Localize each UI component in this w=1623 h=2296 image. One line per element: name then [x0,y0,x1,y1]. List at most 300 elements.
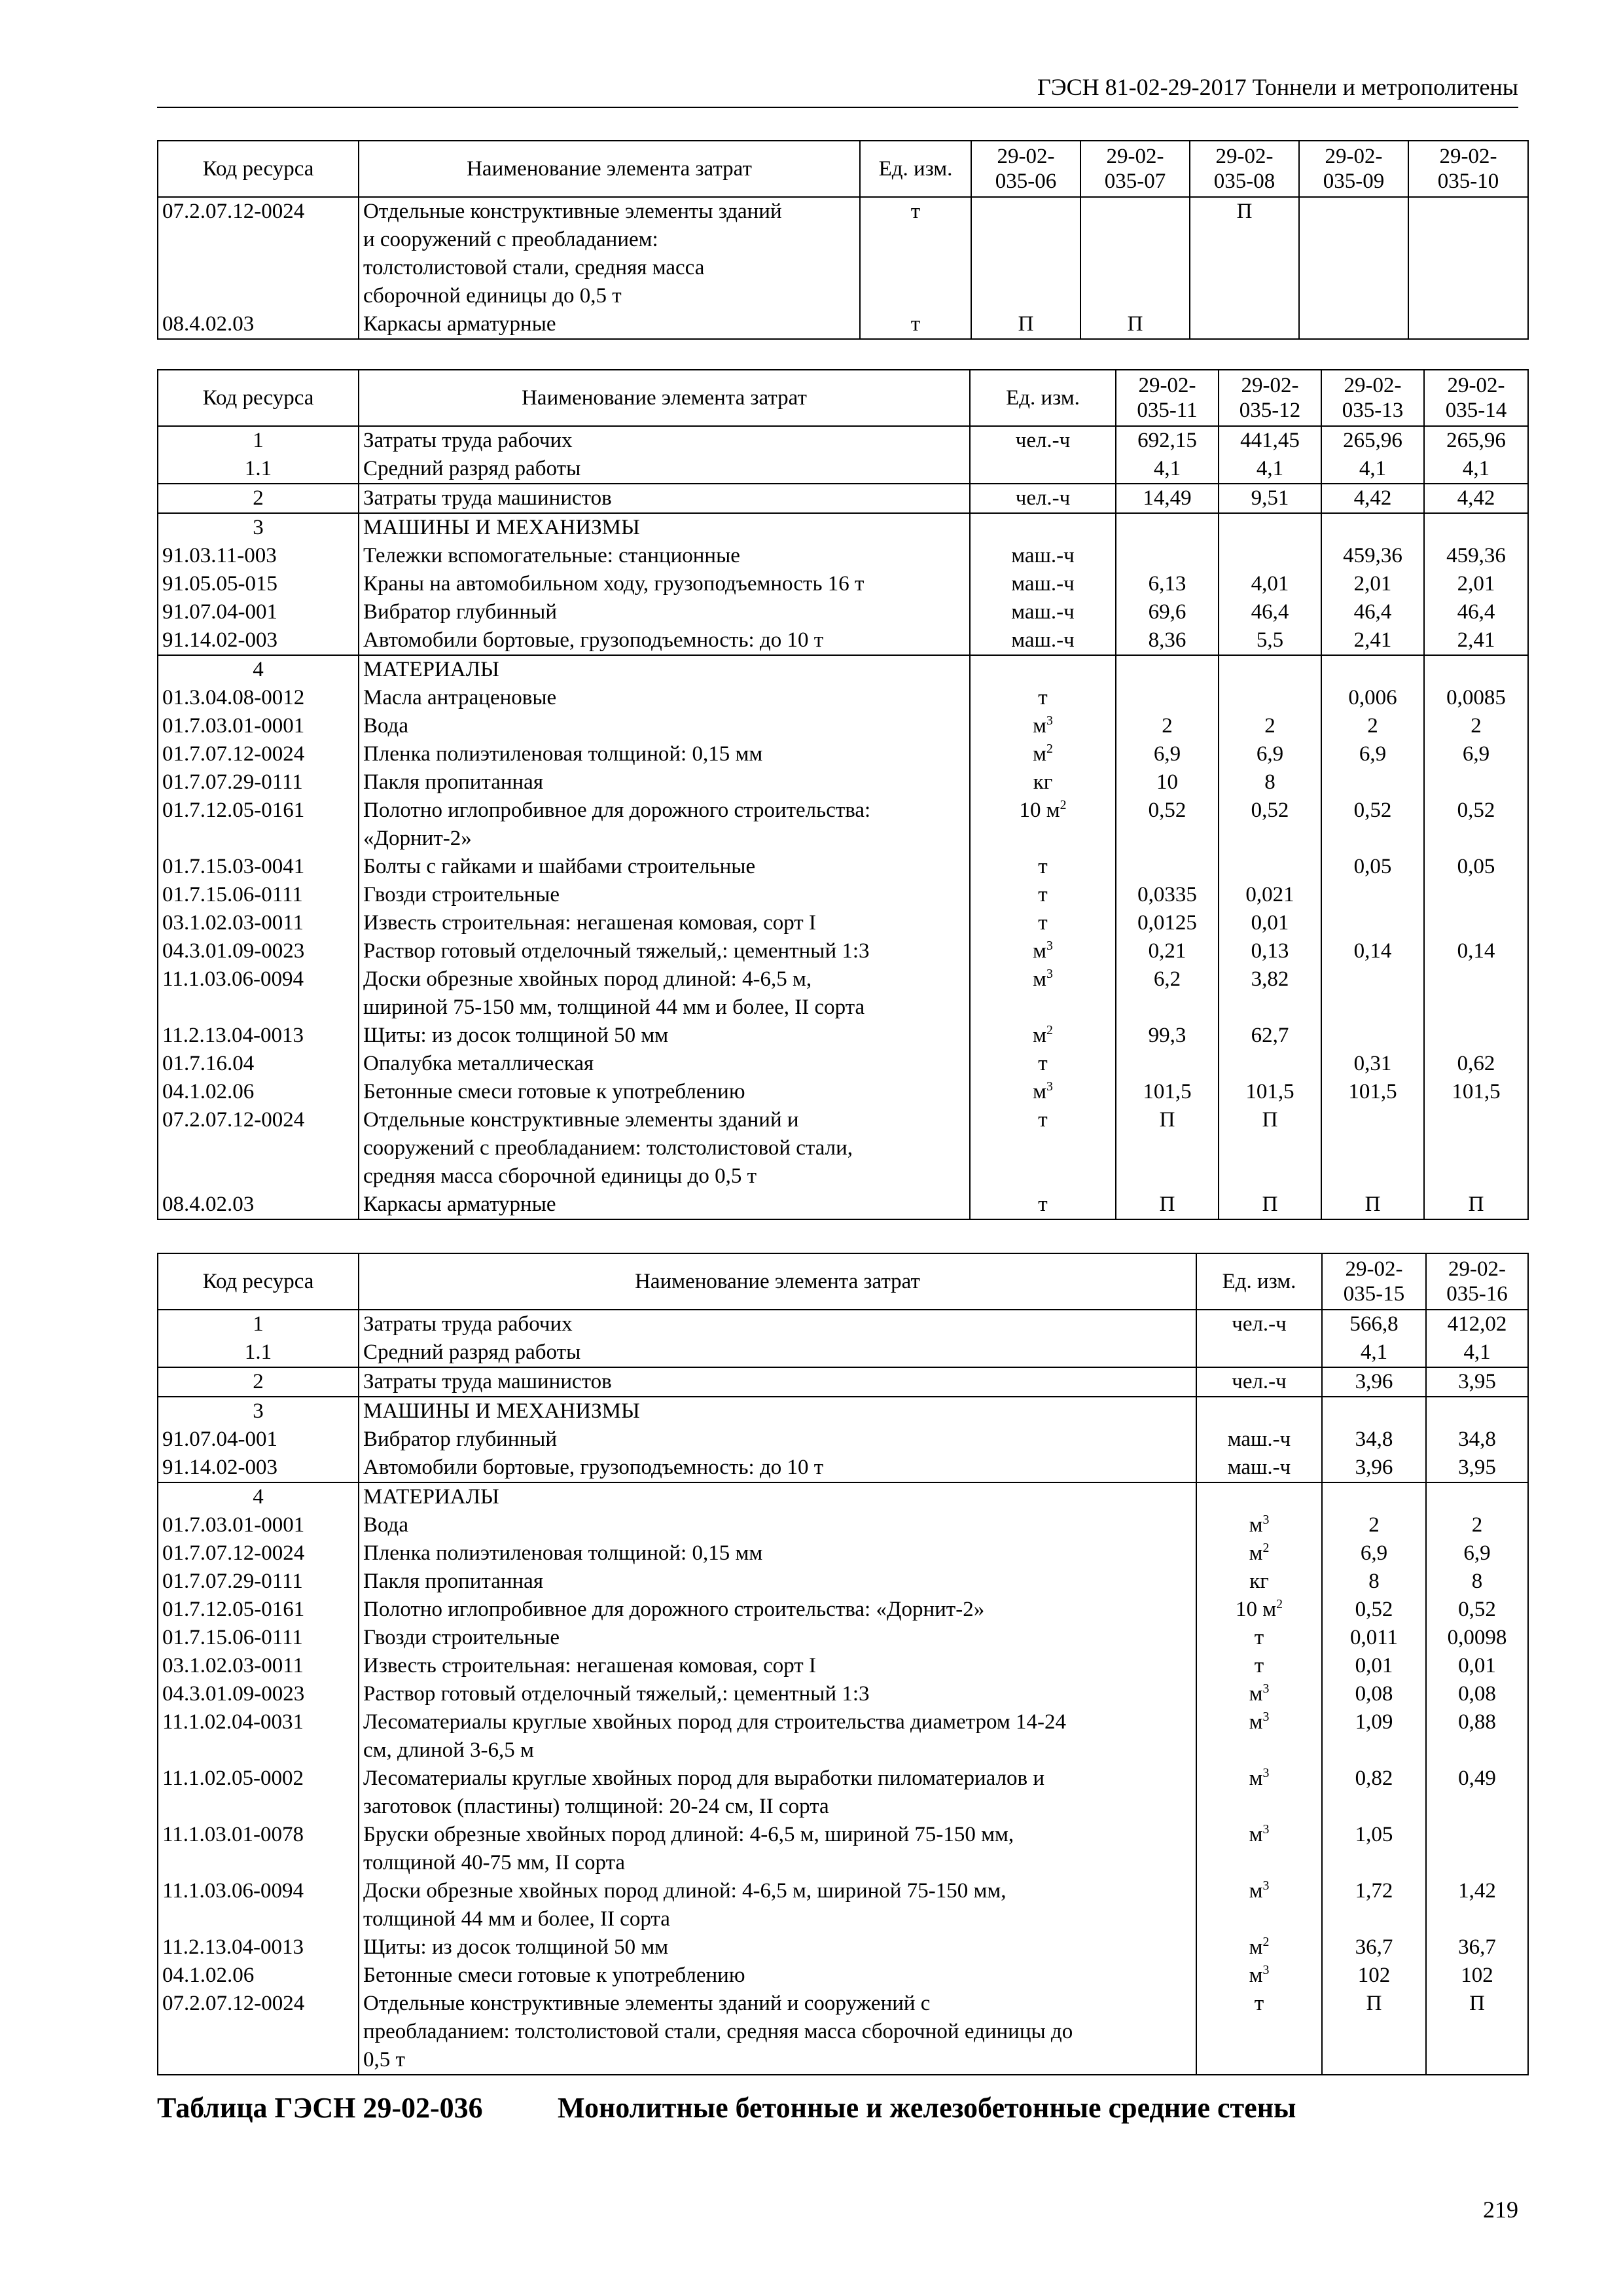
caption-label: Таблица ГЭСН 29-02-036 [157,2092,483,2124]
cost-element-name: Тележки вспомогательные: станционные [359,542,970,570]
value-cell: 0,21 [1116,937,1219,965]
cost-element-name: Пленка полиэтиленовая толщиной: 0,15 мм [359,740,970,768]
table-row [158,1933,1528,1962]
resource-code: 01.7.07.12-0024 [158,1539,359,1568]
header-code: Код ресурса [158,370,359,426]
unit: $м^3$ [1196,1765,1322,1821]
table-caption [157,2091,1296,2125]
header-col: 29-02- 035-15 [1322,1253,1426,1310]
resource-code: 91.14.02-003 [158,1454,359,1482]
value-cell [1116,655,1219,684]
value-cell: П [1322,1990,1426,2075]
value-cell: 412,02 [1426,1310,1528,1338]
resource-table-035-11-14 [157,369,1529,1220]
value-cell: 62,7 [1219,1022,1321,1050]
value-cell [1424,513,1528,542]
table-row [158,909,1528,937]
unit: маш.-ч [970,598,1116,626]
unit: т [970,1106,1116,1191]
cost-element-name: Лесоматериалы круглые хвойных пород для выработки пиломатериалов и заготовок (пластины) толщиной: 20-24 см, II сорта [359,1765,1196,1821]
value-cell: 102 [1426,1962,1528,1990]
value-cell [1321,881,1424,909]
table-row [158,1338,1528,1367]
cost-element-name: Бетонные смеси готовые к употреблению [359,1078,970,1106]
value-cell: 0,0335 [1116,881,1219,909]
value-cell: 0,52 [1424,797,1528,853]
resource-code: 3 [158,513,359,542]
cost-element-name: Болты с гайками и шайбами строительные [359,853,970,881]
cost-element-name: Раствор готовый отделочный тяжелый,: цементный 1:3 [359,937,970,965]
value-cell [1321,1106,1424,1191]
header-name: Наименование элемента затрат [359,1253,1196,1310]
cost-element-name: Вибратор глубинный [359,598,970,626]
resource-code: 2 [158,1367,359,1397]
value-cell: 0,52 [1321,797,1424,853]
value-cell [1321,655,1424,684]
cost-element-name: Затраты труда рабочих [359,426,970,455]
resource-code: 91.14.02-003 [158,626,359,655]
header-col: 29-02- 035-08 [1190,141,1299,197]
value-cell [1424,655,1528,684]
value-cell: 0,14 [1424,937,1528,965]
resource-code: 04.3.01.09-0023 [158,1680,359,1708]
header-col: 29-02- 035-10 [1408,141,1528,197]
table-row [158,655,1528,684]
resource-code: 91.05.05-015 [158,570,359,598]
resource-code: 01.7.12.05-0161 [158,797,359,853]
resource-code: 07.2.07.12-0024 [158,1990,359,2075]
unit: $м^2$ [970,740,1116,768]
resource-code: 01.3.04.08-0012 [158,684,359,712]
table-row [158,853,1528,881]
value-cell [1424,909,1528,937]
value-cell: 3,82 [1219,965,1321,1022]
value-cell [1321,909,1424,937]
unit: $м^2$ [1196,1539,1322,1568]
unit: 10 $м^2$ [1196,1596,1322,1624]
unit: т [860,310,971,339]
value-cell: П [1190,197,1299,310]
value-cell [1116,684,1219,712]
value-cell: 101,5 [1116,1078,1219,1106]
value-cell [1219,853,1321,881]
table-row [158,455,1528,484]
resource-code: 01.7.03.01-0001 [158,1511,359,1539]
value-cell: 1,09 [1322,1708,1426,1765]
value-cell: 2,41 [1424,626,1528,655]
value-cell [1321,965,1424,1022]
caption-title: Монолитные бетонные и железобетонные средние стены [558,2092,1296,2124]
resource-code: 01.7.03.01-0001 [158,712,359,740]
resource-code: 01.7.15.03-0041 [158,853,359,881]
value-cell: 6,9 [1426,1539,1528,1568]
value-cell: 441,45 [1219,426,1321,455]
unit: маш.-ч [970,542,1116,570]
value-cell [1426,1397,1528,1426]
resource-code: 1.1 [158,455,359,484]
table-row [158,513,1528,542]
value-cell: 10 [1116,768,1219,797]
unit: $м^3$ [970,937,1116,965]
cost-element-name: Вода [359,1511,1196,1539]
unit: 10 $м^2$ [970,797,1116,853]
value-cell [1116,853,1219,881]
table-row [158,1397,1528,1426]
value-cell [1321,513,1424,542]
value-cell: 4,1 [1322,1338,1426,1367]
cost-element-name: Бруски обрезные хвойных пород длиной: 4-6,5 м, шириной 75-150 мм, толщиной 40-75 мм, II сорта [359,1821,1196,1877]
resource-code: 11.1.02.04-0031 [158,1708,359,1765]
value-cell: 8,36 [1116,626,1219,655]
value-cell [1219,542,1321,570]
unit: маш.-ч [1196,1454,1322,1482]
value-cell [1299,197,1408,310]
value-cell: 0,13 [1219,937,1321,965]
value-cell: 3,96 [1322,1367,1426,1397]
table-row [158,768,1528,797]
value-cell [1219,513,1321,542]
unit: маш.-ч [1196,1426,1322,1454]
table-row [158,881,1528,909]
table-row [158,1078,1528,1106]
unit: $м^3$ [1196,1511,1322,1539]
table-row [158,1482,1528,1511]
table-row [158,797,1528,853]
header-name: Наименование элемента затрат [359,370,970,426]
header-col: 29-02- 035-06 [971,141,1080,197]
value-cell: 101,5 [1424,1078,1528,1106]
value-cell: П [1080,310,1190,339]
value-cell: 2,01 [1424,570,1528,598]
table-row [158,712,1528,740]
cost-element-name: МАШИНЫ И МЕХАНИЗМЫ [359,513,970,542]
value-cell [1408,310,1528,339]
table-row [158,426,1528,455]
value-cell: 2 [1322,1511,1426,1539]
resource-code: 11.2.13.04-0013 [158,1022,359,1050]
header-unit: Ед. изм. [970,370,1116,426]
unit: кг [970,768,1116,797]
value-cell: 1,05 [1322,1821,1426,1877]
value-cell: 4,42 [1321,484,1424,513]
value-cell: 6,9 [1424,740,1528,768]
table-row [158,542,1528,570]
value-cell: 1,42 [1426,1877,1528,1933]
resource-code: 03.1.02.03-0011 [158,1652,359,1680]
value-cell [1219,1050,1321,1078]
value-cell: 0,88 [1426,1708,1528,1765]
unit: маш.-ч [970,570,1116,598]
header-unit: Ед. изм. [1196,1253,1322,1310]
resource-code: 2 [158,484,359,513]
value-cell: 0,05 [1321,853,1424,881]
value-cell: 265,96 [1321,426,1424,455]
value-cell [1408,197,1528,310]
table-row [158,965,1528,1022]
resource-code: 91.03.11-003 [158,542,359,570]
unit: кг [1196,1568,1322,1596]
value-cell: 2,01 [1321,570,1424,598]
value-cell: П [1219,1191,1321,1219]
value-cell: 566,8 [1322,1310,1426,1338]
value-cell [1080,197,1190,310]
table-row [158,1652,1528,1680]
value-cell: 2,41 [1321,626,1424,655]
cost-element-name: Доски обрезные хвойных пород длиной: 4-6,5 м, шириной 75-150 мм, толщиной 44 мм и более, II сорта [359,1877,1196,1933]
cost-element-name: Раствор готовый отделочный тяжелый,: цементный 1:3 [359,1680,1196,1708]
resource-code: 1 [158,1310,359,1338]
cost-element-name: Средний разряд работы [359,455,970,484]
value-cell: 6,9 [1322,1539,1426,1568]
table-row [158,1511,1528,1539]
unit: т [1196,1990,1322,2075]
value-cell: П [1321,1191,1424,1219]
unit: $м^3$ [1196,1962,1322,1990]
unit [1196,1482,1322,1511]
resource-code: 11.2.13.04-0013 [158,1933,359,1962]
unit: т [1196,1652,1322,1680]
cost-element-name: Каркасы арматурные [359,1191,970,1219]
value-cell: 0,62 [1424,1050,1528,1078]
resource-code: 3 [158,1397,359,1426]
table-row [158,598,1528,626]
resource-code: 01.7.07.12-0024 [158,740,359,768]
cost-element-name: Отдельные конструктивные элементы зданий и сооружений с преобладанием: толстолистовой стали, средняя масса сборочной единицы до 0,5 т [359,197,860,310]
value-cell [1424,1022,1528,1050]
value-cell [1190,310,1299,339]
header-code: Код ресурса [158,141,359,197]
header-unit: Ед. изм. [860,141,971,197]
value-cell: 0,021 [1219,881,1321,909]
resource-code: 04.3.01.09-0023 [158,937,359,965]
value-cell: 0,006 [1321,684,1424,712]
unit: $м^3$ [1196,1680,1322,1708]
value-cell [1116,542,1219,570]
value-cell: 1,72 [1322,1877,1426,1933]
value-cell: 4,1 [1424,455,1528,484]
cost-element-name: Автомобили бортовые, грузоподъемность: до 10 т [359,626,970,655]
value-cell: 4,1 [1219,455,1321,484]
value-cell: 6,2 [1116,965,1219,1022]
value-cell: 46,4 [1424,598,1528,626]
value-cell: 3,96 [1322,1454,1426,1482]
unit: $м^3$ [970,1078,1116,1106]
value-cell [1321,1022,1424,1050]
value-cell: П [1219,1106,1321,1191]
table-row [158,1539,1528,1568]
cost-element-name: Опалубка металлическая [359,1050,970,1078]
cost-element-name: Известь строительная: негашеная комовая, сорт I [359,909,970,937]
header-name: Наименование элемента затрат [359,141,860,197]
unit [970,455,1116,484]
resource-code: 08.4.02.03 [158,310,359,339]
value-cell [1299,310,1408,339]
value-cell: 2 [1116,712,1219,740]
cost-element-name: МАТЕРИАЛЫ [359,655,970,684]
header-code: Код ресурса [158,1253,359,1310]
value-cell: 8 [1426,1568,1528,1596]
unit: $м^2$ [1196,1933,1322,1962]
header-rule [157,107,1518,108]
value-cell: 4,1 [1321,455,1424,484]
cost-element-name: Затраты труда рабочих [359,1310,1196,1338]
value-cell: 46,4 [1321,598,1424,626]
value-cell: 46,4 [1219,598,1321,626]
value-cell [1219,655,1321,684]
table-row [158,1022,1528,1050]
value-cell: 2 [1424,712,1528,740]
resource-code: 08.4.02.03 [158,1191,359,1219]
unit: $м^3$ [1196,1877,1322,1933]
table-row [158,1624,1528,1652]
value-cell [1426,1482,1528,1511]
resource-code: 1 [158,426,359,455]
cost-element-name: Пакля пропитанная [359,1568,1196,1596]
resource-code: 01.7.15.06-0111 [158,1624,359,1652]
unit: маш.-ч [970,626,1116,655]
table-row [158,1708,1528,1765]
header-col: 29-02- 035-14 [1424,370,1528,426]
page-number: 219 [1483,2197,1518,2223]
value-cell: 692,15 [1116,426,1219,455]
table-row [158,197,1528,310]
cost-element-name: Пакля пропитанная [359,768,970,797]
unit: т [970,1191,1116,1219]
resource-code: 04.1.02.06 [158,1962,359,1990]
value-cell: 101,5 [1219,1078,1321,1106]
table-row [158,740,1528,768]
value-cell: 2 [1426,1511,1528,1539]
value-cell: 459,36 [1321,542,1424,570]
value-cell: 6,9 [1321,740,1424,768]
table-row [158,1050,1528,1078]
header-col: 29-02- 035-12 [1219,370,1321,426]
cost-element-name: Автомобили бортовые, грузоподъемность: до 10 т [359,1454,1196,1482]
unit [1196,1397,1322,1426]
unit: т [970,1050,1116,1078]
value-cell [1219,684,1321,712]
table-row [158,937,1528,965]
value-cell: 36,7 [1426,1933,1528,1962]
table-row [158,1191,1528,1219]
value-cell [1322,1397,1426,1426]
value-cell: 6,9 [1219,740,1321,768]
resource-table-035-15-16 [157,1253,1529,2075]
cost-element-name: Масла антраценовые [359,684,970,712]
table-row [158,1426,1528,1454]
cost-element-name: Каркасы арматурные [359,310,860,339]
value-cell [1116,513,1219,542]
table-row [158,1821,1528,1877]
table-row [158,1680,1528,1708]
value-cell: 36,7 [1322,1933,1426,1962]
resource-code: 11.1.03.06-0094 [158,1877,359,1933]
value-cell: 8 [1219,768,1321,797]
value-cell [1426,1821,1528,1877]
value-cell: П [1116,1106,1219,1191]
value-cell: 0,14 [1321,937,1424,965]
table-row [158,1990,1528,2075]
unit: чел.-ч [970,426,1116,455]
value-cell [1321,768,1424,797]
value-cell: 0,0098 [1426,1624,1528,1652]
table-row [158,484,1528,513]
value-cell [1424,965,1528,1022]
running-header: ГЭСН 81-02-29-2017 Тоннели и метрополитены [1037,74,1518,100]
value-cell: 0,011 [1322,1624,1426,1652]
unit: т [1196,1624,1322,1652]
value-cell [1424,881,1528,909]
table-row [158,310,1528,339]
unit [970,655,1116,684]
cost-element-name: Средний разряд работы [359,1338,1196,1367]
cost-element-name: Полотно иглопробивное для дорожного строительства: «Дорнит-2» [359,1596,1196,1624]
value-cell: 0,31 [1321,1050,1424,1078]
value-cell: 265,96 [1424,426,1528,455]
table-row [158,1454,1528,1482]
value-cell: 0,08 [1426,1680,1528,1708]
value-cell: 0,82 [1322,1765,1426,1821]
value-cell [1424,768,1528,797]
unit: чел.-ч [1196,1310,1322,1338]
cost-element-name: МАШИНЫ И МЕХАНИЗМЫ [359,1397,1196,1426]
table-row [158,1367,1528,1397]
cost-element-name: Щиты: из досок толщиной 50 мм [359,1022,970,1050]
value-cell: П [1426,1990,1528,2075]
value-cell: 3,95 [1426,1367,1528,1397]
table-row [158,1596,1528,1624]
resource-code: 01.7.07.29-0111 [158,768,359,797]
value-cell: 0,0125 [1116,909,1219,937]
value-cell: 102 [1322,1962,1426,1990]
resource-code: 04.1.02.06 [158,1078,359,1106]
cost-element-name: Пленка полиэтиленовая толщиной: 0,15 мм [359,1539,1196,1568]
table-row [158,1310,1528,1338]
value-cell: 459,36 [1424,542,1528,570]
value-cell: П [1424,1191,1528,1219]
cost-element-name: Щиты: из досок толщиной 50 мм [359,1933,1196,1962]
unit: $м^2$ [970,1022,1116,1050]
header-col: 29-02- 035-16 [1426,1253,1528,1310]
value-cell: 8 [1322,1568,1426,1596]
value-cell: 0,0085 [1424,684,1528,712]
cost-element-name: Затраты труда машинистов [359,1367,1196,1397]
value-cell: 0,52 [1219,797,1321,853]
table-row [158,1962,1528,1990]
cost-element-name: Вода [359,712,970,740]
resource-code: 91.07.04-001 [158,598,359,626]
unit: чел.-ч [970,484,1116,513]
table-row [158,684,1528,712]
cost-element-name: МАТЕРИАЛЫ [359,1482,1196,1511]
resource-code: 07.2.07.12-0024 [158,197,359,310]
header-col: 29-02- 035-11 [1116,370,1219,426]
resource-code: 03.1.02.03-0011 [158,909,359,937]
table-row [158,1106,1528,1191]
unit [1196,1338,1322,1367]
unit: $м^3$ [1196,1708,1322,1765]
resource-code: 01.7.12.05-0161 [158,1596,359,1624]
value-cell: 0,08 [1322,1680,1426,1708]
table-row [158,570,1528,598]
unit: чел.-ч [1196,1367,1322,1397]
unit: т [860,197,971,310]
value-cell: П [1116,1191,1219,1219]
value-cell: 6,13 [1116,570,1219,598]
value-cell: П [971,310,1080,339]
resource-code: 11.1.02.05-0002 [158,1765,359,1821]
value-cell: 101,5 [1321,1078,1424,1106]
